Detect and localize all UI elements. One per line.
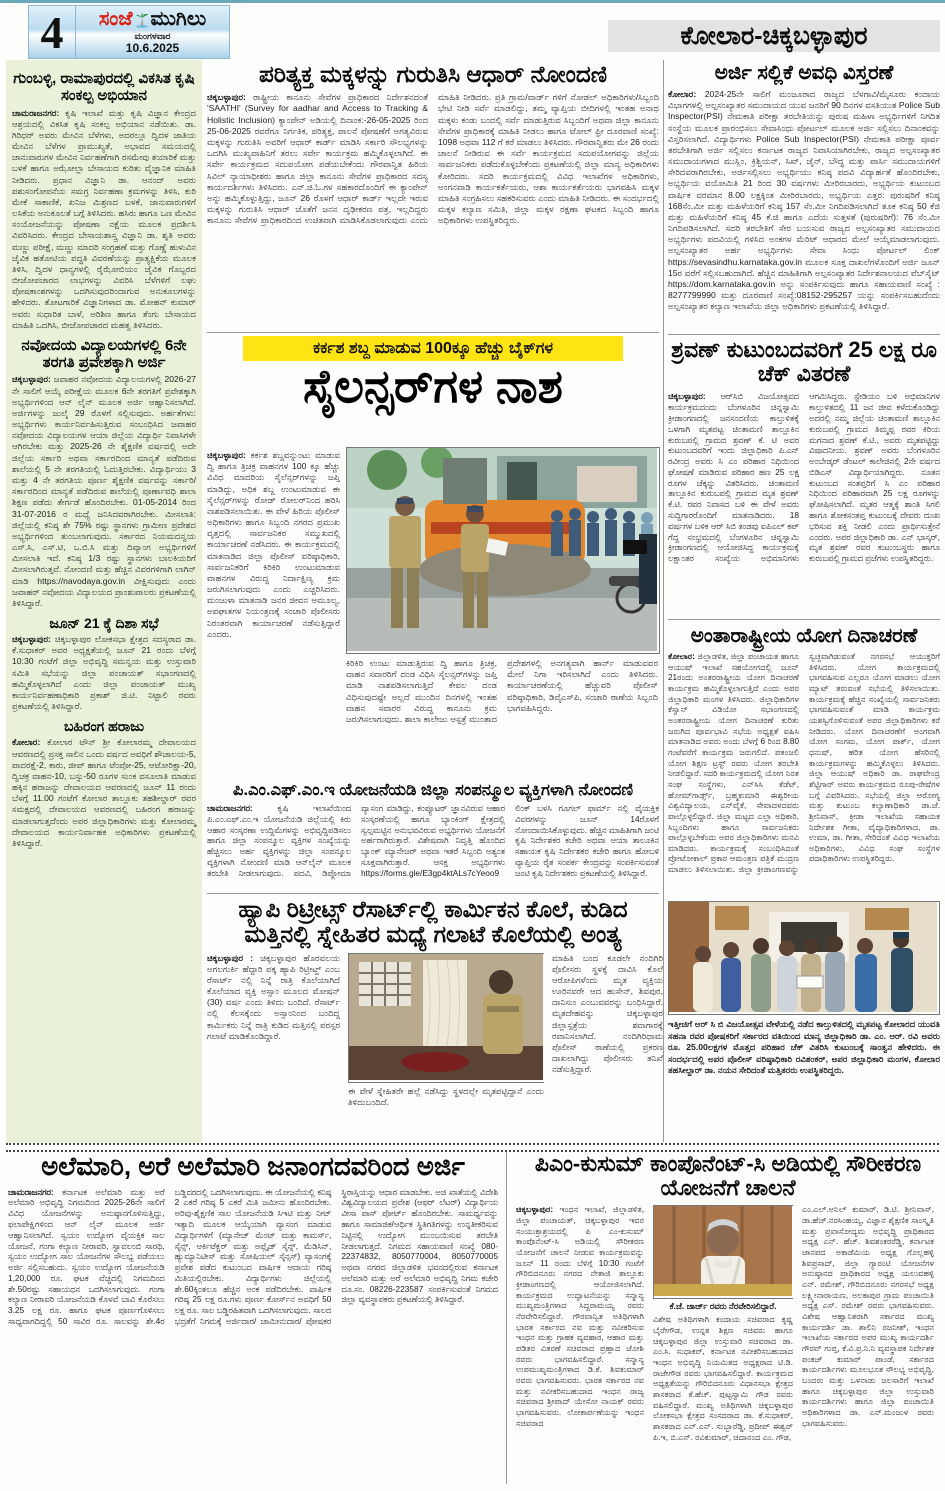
silencer-kicker: ಕರ್ಕಶ ಶಬ್ದ ಮಾಡುವ 100ಕ್ಕೂ ಹೆಚ್ಚು ಬೈಕ್‌ಗಳ: [243, 336, 623, 361]
article-body-col2: ಈ ವೇಳೆ ಸ್ನೇಹಿತರೇ ಹಲ್ಲೆ ನಡೆಸಿದ್ದು ಸ್ಥಳದಲ್ಲೇ ಮೃತಪಟ್ಟಿದ್ದಾನೆ ಎಂದು ತಿಳಿದುಬಂದಿದೆ.: [348, 1085, 544, 1107]
article-body: ಕರ್ನಾಟಕ ಅಲೆಮಾರಿ ಮತ್ತು ಅರೆ ಅಲೆಮಾರಿ ಅಭಿವೃದ್ಧಿ ನಿಗಮದಿಂದ 2025-26ನೇ ಸಾಲಿಗೆ ವಿವಿಧ ಯೋಜನೆಗಳನ್ನು ಅನುಷ್ಠಾನಗೊಳಿಸುತ್ತಿದ್ದು, ಫಲಾಪೇಕ್ಷಿಗಳಿಂದ ಆನ್ ಲೈನ್ ಮೂಲಕ ಅರ್ಜಿ ಆಹ್ವಾನಿಸಲಾಗಿದೆ. ಸ್ವಯಂ ಉದ್ಯೋಗ ವೈಯಕ್ತಿಕ ಸಾಲ ಯೋಜನೆ, ಗಂಗಾ ಕಲ್ಯಾಣ ನೀರಾವರಿ, ಸ್ವಾವಲಂಬಿ ಸಾರಥಿ, ಸ್ವಯಂ ಉದ್ಯೋಗ ಸಾಲ ಯೋಜನೆಗಳ ಸೌಲಭ್ಯ ಪಡೆಯಲು ಅರ್ಜಿ ಸಲ್ಲಿಸಬಹುದು. ಸ್ವಯಂ ಉದ್ಯೋಗ ಯೋಜನೆಯಡಿ 1,20,000 ರೂ. ಘಟಕ ವೆಚ್ಚದಲ್ಲಿ ನಿಗಮದಿಂದ ಶೇ.50ರಷ್ಟು ಸಹಾಯಧನ ಒದಗಿಸಲಾಗುವುದು. ಗಂಗಾ ಕಲ್ಯಾಣ ನೀರಾವರಿ ಯೋಜನೆಯಡಿ ಕೊಳವೆ ಬಾವಿ ಕೊರೆಸಲು 3.25 ಲಕ್ಷ ರೂ. ಹಾಗೂ ಘಟಕ ಪೂರ್ಣಗೊಳಿಸಲು ಸಾಧ್ಯವಾಗದಿದ್ದಲ್ಲಿ 50 ಸಾವಿರ ರೂ. ಸಾಲವನ್ನು ಶೇ.4ರ ಬಡ್ಡಿದರದಲ್ಲಿ ಒದಗಿಸಲಾಗುವುದು. ಈ ಯೋಜನೆಯಲ್ಲಿ ಕನಿಷ್ಠ 2 ಎಕರೆ ಗರಿಷ್ಠ 5 ಎಕರೆ ಮಿತಿ ಜಮೀನು ಹೊಂದಿರಬೇಕು. ಅರಿವು-ಶೈಕ್ಷಣಿಕ ಸಾಲ ಯೋಜನೆಯಡಿ ಸಿಇಟಿ ಮತ್ತು ನೀಟ್ ಇತ್ಯಾದಿ ಮೂಲಕ ಆಯ್ಕೆಯಾಗಿ ವ್ಯಾಸಂಗ ಮಾಡುವ ವಿದ್ಯಾರ್ಥಿಗಳಿಗೆ (ಮ್ಯಾನೇಜ್ ಮೆಂಟ್ ಮತ್ತು ಕಾಮರ್ಸ್, ಸೈನ್ಸ್, ಆರ್ಕಿಟೆಕ್ಚರ್ ಮತ್ತು ಅಪ್ಲೈಡ್ ಸೈನ್ಸ್, ಮೆಡಿಸಿನ್, ಹ್ಯುಮ್ಯಾನಿಟೀಸ್ ಮತ್ತು ಸೋಷಿಯಲ್ ಸೈನ್ಸಸ್) ವ್ಯಾಸಂಗಕ್ಕೆ ಪ್ರವೇಶ ಪಡೆದ ಕುಟುಂಬದ ವಾರ್ಷಿಕ ಆದಾಯ ಗರಿಷ್ಠ ಮಿತಿಯಲ್ಲಿರಬೇಕು. ವಿದ್ಯಾರ್ಥಿಗಳು ಜಿಲ್ಲೆಯಲ್ಲಿ ಶೇ.60ಕ್ಕಿಂತಲೂ ಹೆಚ್ಚಿನ ಅಂಕ ಪಡೆದಿರಬೇಕು. ವಾರ್ಷಿಕ ಗರಿಷ್ಠ 25 ಲಕ್ಷ ರೂ.ಗಳು ಪೂರ್ಣ ಕೋರ್ಸ್‌ನ ಅವಧಿಗೆ 50 ಲಕ್ಷ ರೂ. ಸಾಲ ಬಡ್ಡಿರಹಿತವಾಗಿ ಒದಗಿಸಲಾಗುವುದು. ಸಾಲದ ಭದ್ರತೆಗೆ ನಿಗಮಕ್ಕೆ ಅರ್ಜಿದಾರ/ ಜಾಮೀನುದಾರ/ ಪೋಷಕರ ಸ್ಥಿರಾಸ್ತಿಯನ್ನು ಆಧಾರ ಮಾಡಬೇಕು. ಅಜಿ ಖಾತೆಯಲ್ಲಿ ವಿದೇಶಿ ವಿಶ್ವವಿದ್ಯಾಲಯದ ಪ್ರವೇಶ (ಆಫರ್ ಲೆಟರ್) ವಿದ್ಯಾರ್ಥಿಯ ವೀಸಾ ಪಾಸ್ ಪೋರ್ಟ್ ಹೊಂದಿರಬೇಕು. ಸಾಮರ್ಥ್ಯವನ್ನು ಹಾಗೂ ಸಾಮಾಜಿಕ/ಆರ್ಥಿಕ ಸ್ಥಿತಿಗತಿಗಳನ್ನು ಉನ್ನತೀಕರಿಸುವ ನಿಟ್ಟಿನಲ್ಲಿ ಉದ್ಯೋಗ ಮುಂಬಯಿಸುವ ತರಬೇತಿ ನೀಡಲಾಗುತ್ತದೆ. ನಿಗಮದ ಸಹಾಯವಾಣಿ ಸಂಖ್ಯೆ 080-22374832, 8050770004, 8050770005 ಅಥವಾ ನಗರದ ಜಿಲ್ಲಾಡಳಿತ ಭವನದಲ್ಲಿರುವ ಕರ್ನಾಟಕ ಅಲೆಮಾರಿ ಮತ್ತು ಅರೆ ಅಲೆಮಾರಿ ಅಭಿವೃದ್ಧಿ ನಿಗಮ ಕಚೇರಿ ದೂ.ಸಂ. 08226-223587 ಸಂಪರ್ಕಿಸುವಂತೆ ನಿಗಮದ ಜಿಲ್ಲಾ ವ್ಯವಸ್ಥಾಪಕರು ಪ್ರಕಟಣೆಯಲ್ಲಿ ತಿಳಿಸಿದ್ದಾರೆ.: [8, 1186, 498, 1326]
article-body: ಕೃಷಿ ಇಲಾಖೆಯಿಂದ ಪಿ.ಎಂ.ಎಫ್.ಎಂ.ಇ ಯೋಜನೆಯಡಿ ಜಿಲ್ಲೆಯಲ್ಲಿ ಕಿರು ಆಹಾರ ಸಂಸ್ಕರಣಾ ಉದ್ದಿಮೆಗಳನ್ನು ಅಭಿವೃದ್ಧಿಪಡಿಸಲು ಹಾಗೂ ಜಿಲ್ಲಾ ಸಂಪನ್ಮೂಲ ವ್ಯಕ್ತಿಗಳ ಸಂಖ್ಯೆಯನ್ನು ಹೆಚ್ಚಿಸಲು ಅರ್ಹ ವ್ಯಕ್ತಿಗಳನ್ನು ಜಿಲ್ಲಾ ಸಂಪನ್ಮೂಲ ವ್ಯಕ್ತಿಗಳಾಗಿ ನೋಂದಣಿ ಮಾಡಿ ಆನ್‌ಲೈನ್ ಮೂಲಕ ತರಬೇತಿ ನೀಡಲಾಗುವುದು. ಪದವಿ, ಡಿಪ್ಲೋಮಾ ವ್ಯಾಸಂಗ ಮಾಡಿದ್ದು, ಕಂಪ್ಯೂಟರ್ ಜ್ಞಾನವಿರುವ ಆಹಾರ ಸಂಸ್ಕರಣೆಯಲ್ಲಿ ಹಾಗೂ ಬ್ಯಾಂಕಿಂಗ್ ಕ್ಷೇತ್ರದಲ್ಲಿ ಸ್ವಲ್ಪಮಟ್ಟಿನ ಅನುಭವವಿರುವ ಅಭ್ಯರ್ಥಿಗಳು ಯೋಜನೆಗೆ ಅರ್ಹರಾಗಿರುತ್ತಾರೆ. ವಿಶೇಷವಾಗಿ ನಿವೃತ್ತಿ ಹೊಂದಿದ ಬ್ಯಾಂಕ್ ಮ್ಯಾನೇಜರ್ ಅಥವಾ ಇತರೆ ಸಿಬ್ಬಂದಿ ಅತ್ಯಂತ ಸೂಕ್ತವಾಗಿರುತ್ತಾರೆ. ಆಸಕ್ತ ಅಭ್ಯರ್ಥಿಗಳು https://forms.gle/E3gp4ktALs7cYeoo9 ಲಿಂಕ್ ಬಳಸಿ ಗೂಗಲ್ ಫಾರ್ಮ್ ನಲ್ಲಿ ವೈಯಕ್ತಿಕ ವಿವರಗಳನ್ನು ಜೂನ್ 14ರೊಳಗೆ ನೋಂದಾಯಿಸಿಕೊಳ್ಳುವುದು. ಹೆಚ್ಚಿನ ಮಾಹಿತಿಗಾಗಿ ಜಂಟಿ ಕೃಷಿ ನಿರ್ದೇಶಕರ ಕಚೇರಿ ಅಥವಾ ಆಯಾ ತಾಲೂಕಿನ ಸಹಾಯಕ ಕೃಷಿ ನಿರ್ದೇಶಕರ ಕಚೇರಿ ಹಾಗೂ ಹೋಬಳಿ ವ್ಯಾಪ್ತಿಯ ರೈತ ಸಂಪರ್ಕ ಕೇಂದ್ರವನ್ನು ಸಂಪರ್ಕಿಸುವಂತೆ ಜಂಟಿ ಕೃಷಿ ನಿರ್ದೇಶಕರು ಪ್ರಕಟಣೆಯಲ್ಲಿ ತಿಳಿಸಿದ್ದಾರೆ.: [207, 803, 659, 878]
dateline: ಚಿಕ್ಕಬಳ್ಳಾಪುರ:: [516, 1205, 554, 1215]
masthead: [28, 5, 230, 59]
top-edge-strip: [0, 0, 945, 3]
article-headline: ಪಿಎಂ-ಕುಸುಮ್ ಕಾಂಪೊನೆಂಟ್-ಸಿ ಅಡಿಯಲ್ಲಿ ಸೌರೀಕರಣ ಯೋಜನೆಗೆ ಚಾಲನೆ: [534, 1151, 922, 1201]
article-pmfme: [207, 781, 659, 893]
article-headline: ಜೂನ್ 21 ಕ್ಕೆ ದಿಶಾ ಸಭೆ: [49, 615, 159, 632]
dateline: ಕೋಲಾರ:: [12, 737, 41, 748]
family-cheque-photo-block: [668, 901, 940, 1141]
article-alemari: [8, 1152, 498, 1484]
rule-under-shravan: [668, 619, 940, 620]
article-vikasita-krishi: [12, 70, 196, 331]
section-header: ಕೋಲಾರ-ಚಿಕ್ಕಬಳ್ಳಾಪುರ: [608, 20, 940, 52]
dateline: ಕೋಲಾರ:: [668, 89, 697, 99]
article-pm-kusum: [516, 1152, 940, 1484]
dateline: ಚಿಕ್ಕಬಳ್ಳಾಪುರ :: [207, 952, 254, 963]
rule-under-saathi: [207, 332, 659, 333]
article-headline: ನವೋದಯ ವಿದ್ಯಾಲಯಗಳಲ್ಲಿ 6ನೇ ತರಗತಿ ಪ್ರವೇಶಕ್ಕಾಗಿ ಅರ್ಜಿ: [21, 336, 187, 372]
dateline: ಕೋಲಾರ:: [668, 652, 695, 661]
resort-crime-photo: [348, 953, 544, 1083]
article-headline: ಗುಂಬಳ್ಳಿ, ರಾಮಾಪುರದಲ್ಲಿ ವಿಕಸಿತ ಕೃಷಿ ಸಂಕಲ್ಪ ಅಭಿಯಾನ: [13, 70, 195, 105]
rule-under-psi: [668, 334, 940, 335]
article-body: ಚಿಕ್ಕಬಳ್ಳಾಪುರ ಲೋಕಸಭಾ ಕ್ಷೇತ್ರದ ಸದಸ್ಯರಾದ ಡಾ. ಕೆ.ಸುಧಾಕರ್ ಅವರ ಅಧ್ಯಕ್ಷತೆಯಲ್ಲಿ ಜೂನ್ 21 ರಂದು ಬೆಳಗ್ಗೆ 10:30 ಗಂಟೆಗೆ ಜಿಲ್ಲಾ ಅಭಿವೃದ್ಧಿ ಸಮನ್ವಯ ಮತ್ತು ಉಸ್ತುವಾರಿ ಸಮಿತಿ ಸಭೆಯನ್ನು ಜಿಲ್ಲಾ ಪಂಚಾಯತ್ ಸಭಾಂಗಣದಲ್ಲಿ ಹಮ್ಮಿಕೊಳ್ಳಲಾಗಿದೆ ಎಂದು ಜಿಲ್ಲಾ ಪಂಚಾಯತ್ ಮುಖ್ಯ ಕಾರ್ಯನಿರ್ವಹಣಾಧಿಕಾರಿ ಪ್ರಕಾಶ್ ಜಿ.ಟಿ. ನಿಟ್ಟಾಲಿ ರವರು ಪ್ರಕಟಣೆಯಲ್ಲಿ ತಿಳಿಸಿದ್ದಾರೆ.: [12, 634, 196, 712]
family-photo-caption: ಇತ್ತೀಚಿಗೆ ಆರ್ ಸಿ ಬಿ ವಿಜಯೋತ್ಸವ ವೇಳೆಯಲ್ಲಿ ನಡೆದ ಕಾಲ್ತುಳಿತದಲ್ಲಿ ಮೃತಪಟ್ಟ ಕೋಲಾರದ ಯುವತಿ ಸಹನಾ ರವರ ಪೋಷಕರಿಗೆ ಸರ್ಕಾರದ ವತಿಯಿಂದ ಮಾನ್ಯ ಜಿಲ್ಲಾಧಿಕಾರಿ ಡಾ. ಎಂ. ಆರ್. ರವಿ ಅವರು ರೂ. 25.00ಲಕ್ಷಗಳ ಮೊತ್ತದ ಪರಿಹಾರ ಚೆಕ್ ವಿತರಿಸಿ ಕುಟುಂಬಕ್ಕೆ ಸಾಂತ್ವನ ಹೇಳಿದರು. ಈ ಸಂದರ್ಭದಲ್ಲಿ ಅಪರ ಪೊಲೀಸ್ ವರಿಷ್ಠಾಧಿಕಾರಿ ರವಿಶಂಕರ್, ಅಪರ ಜಿಲ್ಲಾಧಿಕಾರಿ ಮಂಗಳ, ಕೋಲಾರ ತಹಸೀಲ್ದಾರ್ ಡಾ. ನಯನ ಸೇರಿದಂತೆ ಮತ್ತಿತರರು ಉಪಸ್ಥಿತರಿದ್ದರು.: [668, 1019, 940, 1076]
dateline: ಚಿಕ್ಕಬಳ್ಳಾಪುರ:: [12, 634, 51, 645]
article-body: ರಾಷ್ಟ್ರೀಯ ಕಾನೂನು ಸೇವೆಗಳ ಪ್ರಾಧಿಕಾರದ ನಿರ್ದೇಶನದಂತೆ 'SAATHI' (Survey for aadhar and Access to Tracking & Holistic Inclusion) ಕ್ಯಾಂಪೇನ್ ಅಡಿಯಲ್ಲಿ ದಿನಾಂಕ:-26-05-2025 ರಿಂದ 25-06-2025 ರವರೆಗೂ ನಿರ್ಗತಿಕ, ಪರಿತ್ಯಕ್ತ, ಪಾಲನೆ ಪೋಷಣೆಗೆ ಅಗತ್ಯವಿರುವ ಮಕ್ಕಳನ್ನು ಗುರುತಿಸಿ ಅವರಿಗೆ ಆಧಾರ್ ಕಾರ್ಡ್ ಮಾಡಿಸಿ ಸರ್ಕಾರಿ ಸೌಲಭ್ಯಗಳನ್ನು ಒದಗಿಸಿ ಮುಖ್ಯವಾಹಿನಿಗೆ ತರಲು ಸರ್ವೇ ಕಾರ್ಯಕ್ರಮ ಹಮ್ಮಿಕೊಳ್ಳಲಾಗಿದೆ. ಈ ಸರ್ವೇ ಕಾರ್ಯಕ್ರಮದ ಸದುಪಯೋಗ ಪಡೆಯಬೇಕೆಂದು ಗೌರವಾನ್ವಿತ ಹಿರಿಯ ಸಿವಿಲ್ ನ್ಯಾಯಾಧೀಶರು ಹಾಗೂ ಜಿಲ್ಲಾ ಕಾನೂನು ಸೇವೆಗಳ ಪ್ರಾಧಿಕಾರದ ಸದಸ್ಯ ಕಾರ್ಯದರ್ಶಿಗಳು ತಿಳಿಸಿದರು. ಎನ್.ಜಿ.ಓ.ಗಳ ಸಹಕಾರದೊಂದಿಗೆ ಈ ಕ್ಯಾಂಪೇನ್ ಅನ್ನು ಹಮ್ಮಿಕೊಳ್ಳುತ್ತಿದ್ದು, ಜೂನ್ 26 ರೊಳಗೆ ಆಧಾರ್ ಕಾರ್ಡ್ ಇಲ್ಲದೇ ಇರುವ ಮಕ್ಕಳನ್ನು ಗುರುತಿಸಿ ಆಧಾರ್ ಜೊತೆಗೆ ಜನನ ದೃಢೀಕರಣ ಪತ್ರ, ಇಲ್ಲದಿದ್ದರು ಕಾನೂನು ಸೇವೆಗಳ ಪ್ರಾಧಿಕಾರದಿಂದ ಉಚಿತವಾಗಿ ಮಾಡಿಸಿಕೊಡಲಾಗುವುದು ಎಂದು ಮಾಹಿತಿ ನೀಡಿದರು. ಪ್ರತಿ ಗ್ರಾಮ/ವಾರ್ಡ್ ಗಳಿಗೆ ನೋಡಲ್ ಅಧಿಕಾರಿಗಳು/ಸಿಬ್ಬಂದಿ ಭೇಟಿ ನೀಡಿ ಸರ್ವೆ ಮಾಡಲಿದ್ದು, ತಮ್ಮ ವ್ಯಾಪ್ತಿಯ ಬೀದಿಗಳಲ್ಲಿ ಇಂತಹ ಅನಾಥ ಮಕ್ಕಳು ಕಂಡು ಬಂದಲ್ಲಿ ಸರ್ವೆ ಮಾಡುತ್ತಿರುವ ಸಿಬ್ಬಂದಿಗೆ ಅಥವಾ ಜಿಲ್ಲಾ ಕಾನೂನು ಸೇವೆಗಳ ಪ್ರಾಧಿಕಾರಕ್ಕೆ ಮಾಹಿತಿ ನೀಡಲು ಹಾಗೂ ಟೋಲ್ ಫ್ರೀ ದೂರವಾಣಿ ಸಂಖ್ಯೆ: 1098 ಅಥವಾ 112 ಗೆ ಕರೆ ಮಾಡಲು ತಿಳಿಸಿದರು. ಗೌರವಾನ್ವಿತರು ಮೇ 26 ರಂದು ಚಾಲನೆ ನೀಡಿರುವ ಈ ಸರ್ವೆ ಕಾರ್ಯಕ್ರಮದ ಸದುಪಯೋಗವನ್ನು ಜಿಲ್ಲೆಯ ಸಾರ್ವಜನಿಕರು ಪಡೆದುಕೊಳ್ಳಬೇಕೆಂದು ಪ್ರಕಟಣೆಯಲ್ಲಿ ಜಿಲ್ಲಾ ಮಾನ್ಯ ಅಧಿಕಾರಿಗಳು ಕೋರಿದರು. ಸದರಿ ಕಾರ್ಯಕ್ರಮದಲ್ಲಿ ವಿವಿಧ ಇಲಾಖೆಗಳ ಅಧಿಕಾರಿಗಳು, ಅಂಗನವಾಡಿ ಕಾರ್ಯಕರ್ತೆಯರು, ಆಶಾ ಕಾರ್ಯಕರ್ತೆಯರು ಭಾಗವಹಿಸಿ ಮಕ್ಕಳ ಮಾಹಿತಿ ಸಂಗ್ರಹಿಸಲು ಸಹಕರಿಸುವರು ಎಂದು ಮಾಹಿತಿ ನೀಡಿದರು. ಈ ಸಂದರ್ಭದಲ್ಲಿ ಮಕ್ಕಳ ಕಲ್ಯಾಣ ಸಮಿತಿ, ಜಿಲ್ಲಾ ಮಕ್ಕಳ ರಕ್ಷಣಾ ಘಟಕದ ಸಿಬ್ಬಂದಿ ಹಾಗೂ ಅಧಿಕಾರಿಗಳು ಉಪಸ್ಥಿತರಿದ್ದರು.: [207, 92, 659, 226]
article-navodaya: [12, 337, 196, 609]
silencer-crush-photo: [346, 447, 660, 654]
article-body: ಜವಾಹರ ನವೋದಯ ವಿದ್ಯಾಲಯಗಳಲ್ಲಿ 2026-27 ನೇ ಸಾಲಿಗೆ ಆಯ್ಕೆ ಪರೀಕ್ಷೆಯ ಮೂಲಕ 6ನೇ ತರಗತಿಗೆ ಪ್ರವೇಶಕ್ಕಾಗಿ ಅಭ್ಯರ್ಥಿಗಳಿಂದ ಆನ್ ಲೈನ್ ಮೂಲಕ ಅರ್ಜಿ ಆಹ್ವಾನಿಸಲಾಗಿದೆ. ಅರ್ಜಿಗಳನ್ನು ಜುಲೈ 29 ರೊಳಗೆ ಸಲ್ಲಿಸುವುದು. ಅರ್ಹತೆಗಳು: ಅಭ್ಯರ್ಥಿಗಳು ಕಾರ್ಯನಿರ್ವಹಿಸುತ್ತಿರುವ ಸಂಬಂಧಿಸಿದ ಜವಾಹರ ನವೋದಯ ವಿದ್ಯಾಲಯಗಳ ಆಯಾ ಜಿಲ್ಲೆಯ ವಿದ್ಯಾರ್ಥಿ ನಿವಾಸಿಗಳೇ ಆಗಿರಬೇಕು ಮತ್ತು 2025-26 ನೇ ಶೈಕ್ಷಣಿಕ ವರ್ಷದಲ್ಲಿ ಅದೇ ಜಿಲ್ಲೆಯ ಸರ್ಕಾರಿ ಅಥವಾ ಸರ್ಕಾರದಿಂದ ಮಾನ್ಯತೆ ಪಡೆದಿರುವ ಶಾಲೆಯಲ್ಲಿ 5 ನೇ ತರಗತಿಯಲ್ಲಿ ಓದುತ್ತಿರಬೇಕು. ವಿದ್ಯಾರ್ಥಿಯು 3 ಮತ್ತು 4 ನೇ ತರಗತಿಯ ಪೂರ್ಣ ಶೈಕ್ಷಣಿಕ ವರ್ಷವನ್ನು ಸರ್ಕಾರಿ/ಸರ್ಕಾರದಿಂದ ಮಾನ್ಯತೆ ಪಡೆದಿರುವ ಶಾಲೆಯಲ್ಲಿ ಪೂರ್ಣಾವಧಿ ಶಾಲಾ ಶಿಕ್ಷಣ ಪಡೆದು ತೇರ್ಗಡೆ ಹೊಂದಿರಬೇಕು. 01-05-2014 ರಿಂದ 31-07-2016 ರ ಮಧ್ಯೆ ಜನಿಸಿದವರಾಗಿರಬೇಕು. ಮೀಸಲಾತಿ: ಜಿಲ್ಲೆಯಲ್ಲಿ ಕನಿಷ್ಠ ಶೇ 75% ರಷ್ಟು ಸ್ಥಾನಗಳು ಗ್ರಾಮೀಣ ಪ್ರದೇಶದ ಅಭ್ಯರ್ಥಿಗಳಿಂದ ತುಂಬಲಾಗುವುದು. ಸರ್ಕಾರದ ನಿಯಮದನ್ವಯ ಎಸ್.ಸಿ, ಎಸ್.ಟಿ, ಒ.ಬಿ.ಸಿ ಮತ್ತು ದಿವ್ಯಾಂಗ ಅಭ್ಯರ್ಥಿಗಳಿಗೆ ಮೀಸಲಾತಿ ಇದೆ. ಕನಿಷ್ಠ 1/3 ರಷ್ಟು ಸ್ಥಾನಗಳು ಬಾಲಕಿಯರಿಗೆ ಮೀಸಲಾಗಿರುತ್ತವೆ. ನೋಂದಣಿ ಮತ್ತು ಹೆಚ್ಚಿನ ವಿವರಗಳಿಗಾಗಿ ಲಾಗಿನ್ ಮಾಡಿ https://navodaya.gov.in ವೀಕ್ಷಿಸುವುದು ಎಂದು ಜವಾಹರ್ ನವೋದಯ ವಿದ್ಯಾಲಯದ ಪ್ರಾಂಶುಪಾಲರು ಪ್ರಕಟಣೆಯಲ್ಲಿ ತಿಳಿಸಿದ್ದಾರೆ.: [12, 374, 197, 608]
article-headline: ಅಲೆಮಾರಿ, ಅರೆ ಅಲೆಮಾರಿ ಜನಾಂಗದವರಿಂದ ಅರ್ಜಿ: [41, 1151, 465, 1181]
dateline: ಚಾಮರಾಜನಗರ:: [12, 107, 60, 118]
masthead-title-black: ಮುಗಿಲು: [150, 8, 207, 31]
column-rule-bottom: [506, 1152, 507, 1484]
article-body-col3: ಮಾಹಿತಿ ಬಂದ ಕೂಡಲೇ ನಂದಿಗಿರಿ ಪೊಲೀಸರು ಸ್ಥಳಕ್ಕೆ ದಾವಿಸಿ ಕೊಲೆ ಆರೋಪಿಗಳೆಂದು ಮೃತ ವ್ಯಕ್ತಿಯ ಊರಿನವರೇ ಆದ ಹುಸೇನ್, ಶಿವಪುರ, ದಾನಿಸುಂ ಎಂಬುವವರನ್ನು ಬಂಧಿಸಿದ್ದಾರೆ. ಮೃತದೇಹವನ್ನು ಚಿಕ್ಕಬಳ್ಳಾಪುರ ಜಿಲ್ಲಾಸ್ಪತ್ರೆಯ ಶವಾಗಾರಕ್ಕೆ ರವಾನಿಸಲಾಗಿದೆ. ನಂದಿಗಿರಿಧಾಮ ಪೊಲೀಸ್ ಠಾಣೆಯಲ್ಲಿ ಪ್ರಕರಣ ದಾಖಲಾಗಿದ್ದು ಪೊಲೀಸರು ತನಿಖೆ ನಡೆಸುತ್ತಿದ್ದಾರೆ.: [552, 952, 663, 1075]
dateline: ಚಾಮರಾಜನಗರ:: [207, 803, 253, 814]
article-body-col2: ವಿಶೇಷ ಅತಿಥಿಗಳಾಗಿ ಕಂದಾಯ ಸಚಿವರಾದ ಕೃಷ್ಣ ಬೈರೇಗೌಡ, ಉನ್ನತ ಶಿಕ್ಷಣ ಸಚಿವರು ಹಾಗೂ ಚಿಕ್ಕಬಳ್ಳಾಪುರ ಜಿಲ್ಲಾ ಉಸ್ತುವಾರಿ ಸಚಿವರಾದ ಡಾ. ಎಂ.ಸಿ. ಸುಧಾಕರ್, ಕರ್ನಾಟಕ ನವೀಕರಿಸಬಹುದಾದ ಇಂಧನ ಅಭಿವೃದ್ಧಿ ನಿಯಮಿತದ ಅಧ್ಯಕ್ಷರಾದ ಟಿ.ಡಿ. ರಾಜೇಗೌಡ ರವರು ಭಾಗವಹಿಸಲಿದ್ದಾರೆ. ಕಾರ್ಯಕ್ರಮದ ಅಧ್ಯಕ್ಷತೆಯನ್ನು ಗೌರಿಬಿದನೂರು ವಿಧಾನಸಭಾ ಕ್ಷೇತ್ರದ ಶಾಸಕರಾದ ಕೆ.ಹೆಚ್. ಪುಟ್ಟಸ್ವಾಮಿ ಗೌಡ ರವರು ವಹಿಸಲಿದ್ದಾರೆ. ಮುಖ್ಯ ಅತಿಥಿಗಳಾಗಿ ಚಿಕ್ಕಬಳ್ಳಾಪುರ ಲೋಕಸಭಾ ಕ್ಷೇತ್ರದ ಸಂಸದರಾದ ಡಾ. ಕೆ.ಸುಧಾಕರ್, ಶಾಸಕರಾದ ಎನ್.ಎನ್. ಸುಬ್ಬಾರೆಡ್ಡಿ, ಪ್ರದೀಪ್ ಈಶ್ವರ್ ಪಿ.ಇ, ಬಿ.ಎನ್. ರವಿಕುಮಾರ್, ಚಿದಾನಂದ ಎಂ. ಗೌಡ,: [653, 1315, 793, 1442]
article-yoga-day: [668, 623, 940, 897]
rule-under-pmfme: [207, 893, 659, 894]
article-headline: ಅರ್ಜಿ ಸಲ್ಲಿಕೆ ಅವಧಿ ವಿಸ್ತರಣೆ: [714, 62, 894, 84]
article-resort-murder: [207, 896, 663, 1141]
masthead-title-block: [75, 6, 229, 58]
cm-photo: [653, 1205, 793, 1299]
article-body: ಜಿಲ್ಲಾಡಳಿತ, ಜಿಲ್ಲಾ ಪಂಚಾಯತ ಹಾಗೂ ಆಯುಷ್ ಇಲಾಖೆ ಸಹಯೋಗದಲ್ಲಿ ಜೂನ್ 21ರಂದು ಅಂತರರಾಷ್ಟ್ರೀಯ ಯೋಗ ದಿನಾಚರಣೆ ಕಾರ್ಯಕ್ರಮ ಹಮ್ಮಿಕೊಳ್ಳಲಾಗುತ್ತಿದೆ ಎಂದು ಅಪರ ಜಿಲ್ಲಾಧಿಕಾರಿ ಮಂಗಳ ತಿಳಿಸಿದರು. ಜಿಲ್ಲಾಧಿಕಾರಿಗಳ ಕೆಸ್ವಾನ್ ವಿಡಿಯೋ ಸಭಾಂಗಣದಲ್ಲಿ ಅಂತರರಾಷ್ಟ್ರೀಯ ಯೋಗ ದಿನಾಚರಣೆ ಕುರಿತು ಜರುಗಿದ ಪೂರ್ವಭಾವಿ ಸಭೆಯ ಅಧ್ಯಕ್ಷತೆ ವಹಿಸಿ ಮಾತನಾಡಿದ ಅವರು ಅಂದು ಬೆಳಗ್ಗೆ 6 ರಿಂದ 8.80 ಗಂಟೆವರೆಗೆ ಕಾರ್ಯಕ್ರಮ ಜರುಗಲಿದೆ. ಪತಂಜಲಿ ಯೋಗ ಶಿಕ್ಷಣ ಟ್ರಸ್ಟ್ ರವರು ಯೋಗ ತರಬೇತಿ ನೀಡಲಿದ್ದಾರೆ. ಸದರಿ ಕಾರ್ಯಕ್ರಮದಲ್ಲಿ ಯೋಗ ನಿರತ ಸಂಘ ಸಂಸ್ಥೆಗಳು, ಎನ್‌ಸಿಸಿ ಕೆಡೆಟ್, ಹೋಮ್‌ಗಾರ್ಡ್ಸ್, ಬ್ರಹ್ಮಕುಮಾರಿ ಈಶ್ವರೀಯ ವಿಶ್ವವಿದ್ಯಾಲಯ, ಎನ್‌ವೈಕೆ, ಸೇವಾದಳದವರು ಪಾಲ್ಗೊಳ್ಳಲಿದ್ದಾರೆ. ಜಿಲ್ಲಾ ಮಟ್ಟದ ಎಲ್ಲಾ ಅಧಿಕಾರಿ, ಸಿಬ್ಬಂದಿಗಳು ಹಾಗೂ ಸಾರ್ವಜನಿಕರು ಪಾಲ್ಗೊಳ್ಳಬೇಕೆಂದು ಅಪರ ಜಿಲ್ಲಾಧಿಕಾರಿಗಳು ಮನವಿ ಮಾಡಿದರು. ಕಾರ್ಯಕ್ರಮಕ್ಕೆ ಸಂಬಂಧಿಸಿದಂತೆ ಪ್ರೋಟೋಕಾಲ್ ಪ್ರಕಾರ ಆಮಂತ್ರಣ ಪತ್ರಿಕೆ ಮುದ್ರಣ ಮಾಡಲು ತಿಳಿಸಲಾಯಿತು. ಜಿಲ್ಲಾ ಕ್ರೀಡಾಂಗಣವನ್ನು ಸ್ವಚ್ಛವಾಗಿಡುವಂತೆ ನಗರಸಭೆ ಆಯುಕ್ತರಿಗೆ ತಿಳಿಸಿದರು. ಯೋಗ ಕಾರ್ಯಕ್ರಮದಲ್ಲಿ ಭಾಗವಹಿಸುವ ಎಲ್ಲರೂ ಯೋಗ ಮಾಡಲು ಯೋಗ ಮ್ಯಾಟ್ ತರುವಂತೆ ಸಭೆಯಲ್ಲಿ ತಿಳಿಸಲಾಯಿತು. ಕಾರ್ಯಕ್ರಮಕ್ಕೆ ಹೆಚ್ಚಿನ ಸಂಖ್ಯೆಯಲ್ಲಿ ಸಾರ್ವಜನಿಕರು ಭಾಗವಹಿಸುವಂತೆ ಮಾಡಿ ಕಾರ್ಯಕ್ರಮ ಯಶಸ್ವಿಗೊಳಿಸುವಂತೆ ಅಪರ ಜಿಲ್ಲಾಧಿಕಾರಿಗಳು ಕರೆ ನೀಡಿದರು. ಯೋಗ ದಿನಾಚರಣೆಗೆ ಅಂಗವಾಗಿ ಯೋಗ ಸಂಗಮ, ಯೋಗ ಪಾರ್ಕ್, ಯೋಗ ಧನುಷ್, ಹರಿತ ಯೋಗ ಹೆಸರಿನಲ್ಲಿ ಕಾರ್ಯಕ್ರಮಗಳನ್ನು ಹಮ್ಮಿಕೊಳ್ಳಲು ತಿಳಿಸಿದರು. ಜಿಲ್ಲಾ ಆಯುಷ್ ಅಧಿಕಾರಿ ಡಾ. ರಾಘವೇಂದ್ರ ಶೆಟ್ಟಿಗಾರ್ ಅವರು ಕಾರ್ಯಕ್ರಮದ ರೂಪು-ರೇಷೆಗಳ ಬಗ್ಗೆ ವಿವರಿಸಿದರು. ಸಭೆಯಲ್ಲಿ ಜಿಲ್ಲಾ ಆರೋಗ್ಯ ಮತ್ತು ಕುಟುಂಬ ಕಲ್ಯಾಣಾಧಿಕಾರಿ ಡಾ.ಜೆ. ಶ್ರೀನಿವಾಸ್, ಕ್ರೀಡಾ ಇಲಾಖೆಯ ಸಹಾಯಕ ನಿರ್ದೇಶಕ ಗೀತಾ, ವೈದ್ಯಾಧಿಕಾರಿಗಳಾದ, ಡಾ. ಉಮಾ, ಡಾ. ಗೀತಾ, ಸೇರಿದಂತೆ ವಿವಿಧ ಇಲಾಖೆಯ ಅಧಿಕಾರಿಗಳು, ವಿವಿಧ ಸಂಘ ಸಂಸ್ಥೆಗಳ ಪದಾಧಿಕಾರಿಗಳು ಉಪಸ್ಥಿತರಿದ್ದರು.: [668, 652, 940, 875]
silencer-bottom-columns: ಕಿರಿಕಿರಿ ಉಂಟು ಮಾಡುತ್ತಿರುವ ದ್ವಿ ಹಾಗೂ ತ್ರಿಚಕ್ರ, ವಾಹನ ಸವಾರರಿಗೆ ದಂಡ ವಿಧಿಸಿ ಸೈಲನ್ಸರ್‌ಗಳನ್ನು ಜಪ್ತಿ ಮಾಡಿ ನಾಶಪಡಿಸಲಾಗುತ್ತಿದೆ ಕೇವಲ ದಂಡ ವಿಧಿಸುವುದಷ್ಟೇ ಅಲ್ಲದೆ ಮುಂದಿನ ದಿನಗಳಲ್ಲಿ ಇಂತಹ ವಾಹನ ಸವಾರರ ವಿರುದ್ಧ ಕಾನೂನು ಕ್ರಮ ಜರುಗಿಸಲಾಗುವುದು. ಶಾಲಾ ಕಾಲೇಜು ಆಸ್ಪತ್ರೆ ಮುಂತಾದ ಪ್ರದೇಶಗಳಲ್ಲಿ ಅನಗತ್ಯವಾಗಿ ಹಾರ್ನ್ ಮಾಡುವವರ ಮೇಲೆ ನಿಗಾ ಇರಿಸಲಾಗಿದೆ ಎಂದು ತಿಳಿಸಿದರು. ಕಾರ್ಯಾಚರಣೆಯಲ್ಲಿ ಹೆಚ್ಚುವರಿ ಪೊಲೀಸ್ ವರಿಷ್ಠಾಧಿಕಾರಿ, ಡಿವೈಎಸ್‌ಪಿ, ಸಂಚಾರಿ ಠಾಣೆಯ ಸಿಬ್ಬಂದಿ ಭಾಗವಹಿಸಿದ್ದರು.: [346, 658, 658, 724]
article-body: 2024-25ನೇ ಸಾಲಿಗೆ ಮಂಜೂರಾದ ರಾಜ್ಯದ ಬೆಳಗಾವಿ/ಮೈಸೂರು ಕಂದಾಯ ವಿಭಾಗಗಳಲ್ಲಿ ಅಲ್ಪಸಂಖ್ಯಾತರ ಸಮುದಾಯದ ಯುವ ಜನರಿಗೆ 90 ದಿನಗಳ ವಸತಿಯುತ Police Sub Inspector(PSI) ನೇಮಕಾತಿ ಪರೀಕ್ಷಾ ತರಬೇತಿಯನ್ನು ಪುರುಷ ಮಹಿಳಾ ಅಭ್ಯರ್ಥಿಗಳಿಗೆ ನಿಗದಿತ ಸಂಸ್ಥೆಯ ಮೂಲಕ ಪ್ರಾರಂಭಿಸಲು ಸೇವಾಸಿಂಧು ಪೋರ್ಟಲ್ ಮೂಲಕ ಅರ್ಜಿ ಸಲ್ಲಿಸಲು ದಿನಾಂಕವನ್ನು ವಿಸ್ತರಿಸಲಾಗಿದೆ. ವಿದ್ಯಾರ್ಥಿಗಳು Police Sub Inspector(PSI) ನೇಮಕಾತಿ ಪರೀಕ್ಷಾ ಪೂರ್ವ ತರಬೇತಿಗಾಗಿ ಅರ್ಜಿ ಸಲ್ಲಿಸಲು ಕರ್ನಾಟಕ ರಾಜ್ಯದ ನಿವಾಸಿಯಾಗಿರಬೇಕು, ರಾಜ್ಯದ ಅಲ್ಪಸಂಖ್ಯಾತರ ಸಮುದಾಯಗಳಾದ ಮುಸ್ಲಿಂ, ಕ್ರಿಶ್ಚಿಯನ್, ಸಿಖ್, ಜೈನ್, ಬೌದ್ಧ ಮತ್ತು ಪಾರ್ಸಿ ಸಮುದಾಯಗಳಿಗೆ ಸೇರಿದವರಾಗಿರಬೇಕು, ಅರ್ಜಿಸಲ್ಲಿಸಲು ಅಭ್ಯರ್ಥಿಯು ಕನಿಷ್ಠ ಪದವಿ ವಿದ್ಯಾರ್ಹತೆ ಹೊಂದಿರಬೇಕು, ಅಭ್ಯರ್ಥಿಯ ವಯೋಮಿತಿ 21 ರಿಂದ 30 ವರ್ಷಗಳು ಮೀರಿರಬಾರದು, ಅಭ್ಯರ್ಥಿಯ ಕುಟುಂಬದ ವಾರ್ಷಿಕ ವರಮಾನ 8.00 ಲಕ್ಷಕ್ಕಿಂತ ಮೀರಿರಬಾರದು, ಅಭ್ಯರ್ಥಿಯ ಎತ್ತರ: ಪುರುಷರಿಗೆ ಕನಿಷ್ಠ 168ಸೆಂ.ಮೀ ಮತ್ತು ಮಹಿಳೆಯರಿಗೆ ಕನಿಷ್ಠ 157 ಸೆಂ.ಮೀ ನಿಗದಿಪಡಿಸಲಾಗಿದೆ ತೂಕ ಕನಿಷ್ಠ 50 ಕೆಜಿ ಮತ್ತು ಮಹಿಳೆಯರಿಗೆ ಕನಿಷ್ಠ 45 ಕೆ.ಜಿ ಹಾಗೂ ಎದೆಯ ಸುತ್ತಳತೆ (ಪುರುಷರಿಗೆ): 76 ಸೆಂ.ಮೀ ನಿಗದಿಪಡಿಸಲಾಗಿದೆ. ಸದರಿ ತರಬೇತಿಗೆ ಸೇರ ಬಯಸುವ ರಾಜ್ಯದ ಅಲ್ಪಸಂಖ್ಯಾತರ ಸಮುದಾಯದ ಅಭ್ಯರ್ಥಿಗಳು ಪದವಿಯಲ್ಲಿ ಗಳಿಸಿದ ಅಂಕಗಳ ಮೆರಿಟ್ ಆಧಾರದ ಮೇಲೆ ಆಯ್ಕೆಮಾಡಲಾಗುವುದು. ಅಲ್ಪಸಂಖ್ಯಾತರ ಅರ್ಹ ಅಭ್ಯರ್ಥಿಗಳು ಸೇವಾ ಸಿಂಧು ಪೋರ್ಟಲ್ ಲಿಂಕ್ https://sevasindhu.karnataka.gov.in ಮೂಲಕ ಸೂಕ್ತ ದಾಖಲೆಗಳೊಂದಿಗೆ ಅರ್ಜಿ ಜೂನ್ 15ರ ವರೆಗೆ ಸಲ್ಲಿಸಬಹುದಾಗಿದೆ. ಹೆಚ್ಚಿನ ಮಾಹಿತಿಗಾಗಿ ಅಲ್ಪಸಂಖ್ಯಾತರ ನಿರ್ದೇಶನಾಲಯದ ವೆಬ್‌ಸೈಟ್ https://dom.karnataka.gov.in ಅನ್ನು ಸಂಪರ್ಕಿಸುವುದು ಹಾಗೂ ಸಹಾಯವಾಣಿ ಸಂಖ್ಯೆ : 8277799990 ಮತ್ತು ದೂರವಾಣಿ ಸಂಖ್ಯೆ:08152-295257 ಯನ್ನು ಸಂಪರ್ಕಿಸಬಹುದೆಂದು ಅಲ್ಪಸಂಖ್ಯಾತರ ಕಲ್ಯಾಣ ಇಲಾಖೆಯ ಜಿಲ್ಲಾ ಅಧಿಕಾರಿಗಳು ಪ್ರಕಟಣೆಯಲ್ಲಿ ತಿಳಿಸಿದ್ದಾರೆ.: [668, 89, 940, 312]
dateline: ಚಿಕ್ಕಬಳ್ಳಾಪುರ:: [207, 450, 246, 460]
dateline: ಚಿಕ್ಕಬಳ್ಳಾಪುರ:: [12, 374, 51, 385]
palm-tree-icon: [135, 12, 149, 28]
article-disha-sabha: [12, 615, 196, 712]
article-body-col3: ಎಂ.ಎಲ್.ಅನಿಲ್ ಕುಮಾರ್, ಡಿ.ಟಿ. ಶ್ರೀನಿವಾಸ್, ಡಾ.ಹೆಚ್.ನರಸಿಂಹಯ್ಯ, ವಿಜ್ಞಾನ ಶೈಕ್ಷಣಿಕ ಸಾಂಸ್ಕೃತಿ ಮತ್ತು ಪ್ರವಾಸೋದ್ಯಮ ಅಭಿವೃದ್ಧಿ ಪ್ರಾಧಿಕಾರದ ಅಧ್ಯಕ್ಷ ಎನ್. ಹೆಚ್. ಶಿವಶಂಕರರೆಡ್ಡಿ, ಕರ್ನಾಟಕ ಜಾನಪದ ಅಕಾಡೆಮಿಯ ಅಧ್ಯಕ್ಷ ಗೊಲ್ಲಹಳ್ಳಿ ಶಿವಪ್ರಸಾದ್, ಜಿಲ್ಲಾ ಗ್ಯಾರಂಟಿ ಯೋಜನೆಗಳ ಅನುಷ್ಠಾನದ ಪ್ರಾಧಿಕಾರದ ಅಧ್ಯಕ್ಷ ಯಲುವಹಳ್ಳಿ ಎನ್. ರಮೇಶ್, ಗೌರಿಬಿದನೂರು ನಗರಸಭೆ ಅಧ್ಯಕ್ಷ ಲಕ್ಷ್ಮೀನಾರಾಯಣ, ಅಲಕಾಪುರ ಗ್ರಾಮ ಪಂಚಾಯಿತಿ ಅಧ್ಯಕ್ಷ ಎಸ್. ರಮೇಶ್ ರವರು ಭಾಗವಹಿಸುವರು. ವಿಶೇಷ ಆ‌ಹ್ವಾನಿತರಾಗಿ ಸರ್ಕಾರದ ಮುಖ್ಯ ಕಾರ್ಯದರ್ಶಿ ಡಾ. ಶಾಲಿನಿ ರಜನೀಶ್, ಇಂಧನ ಇಲಾಖೆಯ ಸರ್ಕಾರದ ಅಪರ ಮುಖ್ಯ ಕಾರ್ಯದರ್ಶಿ ಗೌರವ್ ಗುಪ್ತ, ಕೆ.ವಿ.ಪ್ರ.ನಿ.ನಿ ವ್ಯವಸ್ಥಾಪಕ ನಿರ್ದೇಶಕ ಪಂಕಜ್ ಕುಮಾರ್ ಪಾಂಡೆ, ಸರ್ಕಾರದ ಕಾರ್ಯದರ್ಶಿಗಳು ಮೂಲಭೂತ ಸೌಲಭ್ಯ ಅಭಿವೃದ್ಧಿ, ಬಂದರು ಮತ್ತು ಒಳನಾಡು ಜಲಸಾರಿಗೆ ಇಲಾಖೆ ಹಾಗೂ ಚಿಕ್ಕಬಳ್ಳಾಪುರ ಜಿಲ್ಲಾ ಉಸ್ತುವಾರಿ ಕಾರ್ಯದರ್ಶಿಗಳು ಹಾಗೂ ಜಿಲ್ಲಾ ಪಂಚಾಯಿತಿ ಅಧಿಕಾರಿಗಳಾದ ಡಾ. ಎನ್.ಮಂಜುಳ ರವರು ಭಾಗವಹಿಸುವರು.: [802, 1205, 934, 1428]
article-saathi-aadhaar: [207, 62, 659, 330]
column-rule-center-right: [663, 60, 664, 1142]
article-headline: ಬಹಿರಂಗ ಹರಾಜು: [63, 718, 145, 735]
masthead-title-red: ಸಂಜೆ: [98, 8, 133, 31]
article-body: ಕರ್ಕಶ ಶಬ್ದವನ್ನುಂಟು ಮಾಡುವ ದ್ವಿ ಹಾಗೂ ತ್ರಿಚಕ್ರ ವಾಹನಗಳ 100 ಕ್ಕೂ ಹೆಚ್ಚು ವಿವಿಧ ಮಾದರಿಯ ಸೈಲೆನ್ಸರ್‌ಗಳನ್ನು ಜಪ್ತಿ ಮಾಡಿದ್ದು, ಅಧಿಕ ಶಬ್ದ ಉಂಟುಮಾಡುವ ಈ ಸೈಲೆನ್ಸರ್‌ಗಳನ್ನು ರೋಡ್ ರೋಲರ್‌ನಿಂದ ಹರಿಸಿ ನಾಶಪಡಿಸಲಾಯಿತು. ಈ ವೇಳೆ ಹಿರಿಯ ಪೊಲೀಸ್ ಅಧಿಕಾರಿಗಳು ಹಾಗೂ ಸಿಬ್ಬಂದಿ ನಗರದ ಪ್ರಮುಖ ವೃತ್ತದಲ್ಲಿ ಸಾರ್ವಜನಿಕರ ಸಮ್ಮುಖದಲ್ಲಿ ಕಾರ್ಯಾಚರಣೆ ನಡೆಸಿದರು. ಈ ಕಾರ್ಯಕ್ರಮದಲ್ಲಿ ಮಾತನಾಡಿದ ಜಿಲ್ಲಾ ಪೊಲೀಸ್ ವರಿಷ್ಠಾಧಿಕಾರಿ, ಸಾರ್ವಜನಿಕರಿಗೆ ಕಿರಿಕಿರಿ ಉಂಟುಮಾಡುವ ವಾಹನಗಳ ವಿರುದ್ಧ ನಿರ್ದಾಕ್ಷಿಣ್ಯ ಕ್ರಮ ಜರುಗಿಸಲಾಗುವುದು ಎಂದು ಎಚ್ಚರಿಸಿದರು. ಮಂಜುಳಾ ಮಾತನಾಡಿ ಜನರ ಜೀವನ ಅಮೂಲ್ಯ, ಅಪಘಾತಗಳ ನಿಯಂತ್ರಣಕ್ಕೆ ಸಂಚಾರಿ ಪೊಲೀಸರು ನಿರಂತರವಾಗಿ ಕಾರ್ಯಾಚರಣೆ ನಡೆಸುತ್ತಿದ್ದಾರೆ ಎಂದರು.: [207, 450, 340, 639]
article-headline: ಅಂತಾರಾಷ್ಟ್ರೀಯ ಯೋಗ ದಿನಾಚರಣೆ: [690, 625, 918, 647]
article-psi-extension: [668, 60, 940, 332]
dateline: ಚಿಕ್ಕಬಳ್ಳಾಪುರ:: [668, 391, 706, 402]
cm-photo-caption: ಕೆ.ಜೆ. ಜಾರ್ಜ್ ರವರು ನೆರವೇರಿಸಲಿದ್ದಾರೆ.: [669, 1301, 777, 1312]
silencer-headline: ಸೈಲನ್ಸರ್‌ಗಳ ನಾಶ: [303, 362, 563, 412]
masthead-date: 10.6.2025: [125, 40, 180, 55]
dateline: ಚಿಕ್ಕಬಳ್ಳಾಪುರ:: [207, 92, 246, 103]
silencer-left-column: [207, 450, 340, 776]
article-body: ಕೃಷಿ ಇಲಾಖೆ ಮತ್ತು ಕೃಷಿ ವಿಜ್ಞಾನ ಕೇಂದ್ರದ ಆಶ್ರಯದಲ್ಲಿ ವಿಕಸಿತ ಕೃಷಿ ಸಂಕಲ್ಪ ಅಭಿಯಾನ ನಡೆಯಿತು. ಡಾ. ಗಿರಿಧರ್ ಅವರು ಮೇವಿನ ಬೆಳೆಗಳು, ಅದರಲ್ಲೂ ದ್ವಿದಳ ಜಾತಿಯ ಮೇವಿನ ಬೆಳೆಗಳ ಪ್ರಾಮುಖ್ಯತೆ, ಅಭಾವದ ಸಮಯದಲ್ಲಿ ಜಾನುವಾರುಗಳ ಮೇವಿನ ನಿರ್ವಹಣೆಗಾಗಿ ರಸಮೇವು ತಯಾರಿಕೆ ಮತ್ತು ಬಳಕೆ ಹಾಗೂ ಅಝೋಲ್ಲಾ ಬೇಸಾಯದ ಕುರಿತು ವೈಜ್ಞಾನಿಕ ಮಾಹಿತಿ ನೀಡಿದರು. ಪ್ರಧಾನ ವಿಜ್ಞಾನಿ ಡಾ. ಆನಂದ್ ಅವರು ಪಶುಸಂಗೋಪನೆಯ ಸಮಗ್ರ ನಿರ್ವಹಣಾ ಕ್ರಮಗಳನ್ನು ತಿಳಿಸಿ, ಕುರಿ ಮೇಕೆ ಸಾಕಾಣಿಕೆ, ಖನಿಜ ಮಿಶ್ರಣದ ಬಳಕೆ, ಜಾನುವಾರುಗಳಿಗೆ ಲಸಿಕೆಯ ಅನುಕೂಲತೆ ಬಗ್ಗೆ ತಿಳಿಸಿದರು. ಹಸಿರು ಹಾಗೂ ಒಣ ಮೇವಿನ ಸಂಯೋಜನೆಯನ್ನು ಪೋಷಣಾ ನಕ್ಷೆಯ ಮೂಲಕ ಪ್ರದರ್ಶಿಸಿ ವಿವರಿಸಿದರು. ಕೇಂದ್ರದ ಬೇಸಾಯಶಾಸ್ತ್ರ ವಿಜ್ಞಾನಿ ಡಾ. ಶೃತಿ ಅವರು ಮಣ್ಣು ಪರೀಕ್ಷೆ, ಮಣ್ಣು ಮಾದರಿ ಸಂಗ್ರಹಣೆ ಮತ್ತು ಗೊಣ್ಣೆ ಹುಳುವಿನ ಜೈವಿಕ ಹತೋಟಿಯ ಪದ್ಧತಿ ವಿವರಣೆಯನ್ನು ಪ್ರಾತ್ಯಕ್ಷಿಕೆಯ ಮೂಲಕ ತಿಳಿಸಿ, ದ್ವಿದಳ ಧಾನ್ಯಗಳಲ್ಲಿ ರೈಝೋಬಿಯಂ ಜೈವಿಕ ಗೊಬ್ಬರದ ಬೀಜೋಪಚಾರದ ಲಾಭಗಳನ್ನು ವಿವರಿಸಿ ಬೆಳೆಗಳಿಗೆ ಲಘು ಪೋಷಕಾಂಶಗಳನ್ನು ಒದಗಿಸುವುದರಿಂದಾಗುವ ಅನುಕೂಲಗಳನ್ನು ಹೇಳಿದರು. ತೋಟಗಾರಿಕೆ ವಿಜ್ಞಾನಿಗಳಾದ ಡಾ. ಮೋಹನ್ ಕುಮಾರ್ ಅವರು ಸುಧಾರಿತ ಬಾಳೆ, ಅರಿಶಿಣ ಹಾಗೂ ತೆಂಗು ಬೇಸಾಯದ ಮಾಹಿತಿ ಒದಗಿಸಿ, ಬೀಜೋಪಚಾರದ ಮಹತ್ವ ತಿಳಿಸಿದರು.: [12, 107, 197, 330]
article-body: ಆರ್‌ಸಿಬಿ ವಿಜಯೋತ್ಸವದ ಕಾರ್ಯಕ್ರಮದಂದು ಬೆಂಗಳೂರಿನ ಚಿನ್ನಸ್ವಾಮಿ ಕ್ರೀಡಾಂಗಣದಲ್ಲಿ ಜನಸಂದಣಿಯ ಕಾಲ್ತುಳಿತಕ್ಕೆ ಒಳಗಾಗಿ ಮೃತಪಟ್ಟ ಚಿಂತಾಮಣಿ ತಾಲ್ಲೂಕಿನ ಕುರುಬಪಲ್ಲಿ ಗ್ರಾಮದ ಶ್ರವಣ್ ಕೆ. ಟಿ ಅವರ ಕುಟುಂಬದವರಿಗೆ ಇಂದು ಜಿಲ್ಲಾಧಿಕಾರಿ ಪಿ.ಎನ್ ರವೀಂದ್ರ ಅವರು ಸಿ ಎಂ ಪರಿಹಾರ ನಿಧಿಯಿಂದ ಘೋಷಣೆ ಮಾಡಿರುವ ಪರಿಹಾರ ಹಣ 25 ಲಕ್ಷ ರೂಗಳ ಚೆಕ್ಕನ್ನು ವಿತರಿಸಿದರು. ಚಿಂತಾಮಣಿ ತಾಲ್ಲೂಕಿನ ಕುರುಬಪಲ್ಲಿ ಗ್ರಾಮದ ಮೃತ ಶ್ರವಣ್ ಕೆ.ಟಿ. ರವರ ನಿವಾಸದ ಬಳಿ ಈ ವೇಳೆ ಅವರು ಸುದ್ದಿಗಾರರೊಂದಿಗೆ ಮಾತನಾಡಿದರು. 18 ವರ್ಷಗಳ ಬಳಿಕ ಆರ್ ಸಿಬಿ ತಂಡವು ಐಪಿಎಲ್ ಕಪ್ ಗೆದ್ದ ಸಂಭ್ರಮದಲ್ಲಿ ಬೆಂಗಳೂರಿನ ಚಿನ್ನಸ್ವಾಮಿ ಕ್ರೀಡಾಂಗಣದಲ್ಲಿ ಆಯೋಜಿಸಿದ್ದ ಕಾರ್ಯಕ್ರಮಕ್ಕೆ ಲಕ್ಷಾಂತರ ಸಂಖ್ಯೆಯ ಅಭಿಮಾನಿಗಳು ಆಗಮಿಸಿದ್ದರು. ಸ್ಟೇಡಿಯಂ ಬಳಿ ಅಭಿಮಾನಿಗಳ ಕಾಲ್ತುಳಿತದಲ್ಲಿ 11 ಜನ ಜೀವ ಕಳೆದುಕೊಂಡಿದ್ದು ಅದರಲ್ಲಿ ನಮ್ಮ ಜಿಲ್ಲೆಯ ಚಿಂತಾಮಣಿ ತಾಲ್ಲೂಕಿನ ಕುರುಬಪಲ್ಲಿ ಗ್ರಾಮದ ತಿಮ್ಮಪ್ಪ ರವರ ಕಿರಿಯ ಮಗನಾದ ಶ್ರವಣ್ ಕೆ.ಟಿ., ಅವರು ಮೃತಪಟ್ಟಿದ್ದು ವಿಷಾದನೀಯ. ಶ್ರವಣ್ ಅವರು ಬೆಂಗಳೂರಿನ ಅಂಬೇಡ್ಕರ್ ಡೆಂಟಲ್ ಕಾಲೇಜಿನಲ್ಲಿ 2ನೇ ವರ್ಷದ ಬಿಡಿಎಸ್ ವಿದ್ಯಾರ್ಥಿಯಾಗಿದ್ದರು. ನೂತನ ಕುಟುಂಬದ ಸಂತಪ್ತರಿಗೆ ಸಿ ಎಂ ಪರಿಹಾರ ನಿಧಿಯಿಂದ ಪರಿಹಾರವಾಗಿ 25 ಲಕ್ಷ ರೂಗಳನ್ನು ಘೋಷಿಸಲಾಗಿದೆ. ಮೃತರ ಆತ್ಮಕ್ಕೆ ಶಾಂತಿ ಸಿಗಲಿ ಹಾಗೂ ಶೋಕಸಂತಪ್ತ ಕುಟುಂಬಕ್ಕೆ ದೇವರು ದುಃಖ ಭರಿಸುವ ಶಕ್ತಿ ನೀಡಲಿ ಎಂದು ಪ್ರಾರ್ಥಿಸುತ್ತೇನೆ ಎಂದರು. ಅಪರ ಜಿಲ್ಲಾಧಿಕಾರಿ ಡಾ. ಎನ್ ಭಾಸ್ಕರ್, ಮೃತ ಶ್ರವಣ್ ರವರ ಕುಟುಂಬಸ್ಥರು ಹಾಗೂ ಕುರುಬಪಲ್ಲಿ ಗ್ರಾಮದ ಪ್ರಜೆಗಳು ಉಪಸ್ಥಿತರಿದ್ದರು.: [668, 391, 940, 564]
article-headline: ಪಿ.ಎಂ.ಎಫ್.ಎಂ.ಇ ಯೋಜನೆಯಡಿ ಜಿಲ್ಲಾ ಸಂಪನ್ಮೂಲ ವ್ಯಕ್ತಿಗಳಾಗಿ ನೋಂದಣಿ: [232, 781, 634, 799]
article-headline: ಶ್ರವಣ್ ಕುಟುಂಬದವರಿಗೆ 25 ಲಕ್ಷ ರೂ ಚೆಕ್ ವಿತರಣೆ: [671, 337, 937, 387]
article-headline: ಪರಿತ್ಯಕ್ತ ಮಕ್ಕಳನ್ನು ಗುರುತಿಸಿ ಆಧಾರ್ ನೋಂದಣಿ: [259, 61, 607, 87]
article-bahiranga-haraju: [12, 718, 196, 849]
left-rail: [6, 60, 202, 1143]
page-number: 4: [40, 6, 64, 58]
article-body-col1: ಇಂಧನ ಇಲಾಖೆ, ಜಿಲ್ಲಾಡಳಿತ, ಜಿಲ್ಲಾ ಪಂಚಾಯತ್, ಚಿಕ್ಕಬಳ್ಳಾಪುರ ಇವರ ಸಂಯುಕ್ತಾಶ್ರಯದಲ್ಲಿ ಪಿ ಎಂ-ಕುಸುಮ್ ಕಾಂಪೊನೆಂಟ್-ಸಿ ಅಡಿಯಲ್ಲಿ ಸೌರೀಕರಣ ಯೋಜನೆಗೆ ಚಾಲನೆ ನೀಡುವ ಕಾರ್ಯಕ್ರಮವನ್ನು ಜೂನ್ 11 ರಂದು ಬೆಳಿಗ್ಗೆ 10:30 ಗಂಟೆಗೆ ಗೌರಿಬಿದನೂರು ನಗರದ ನೇತಾಜಿ ತಾಲ್ಲೂಕು ಕ್ರೀಡಾಂಗಣದಲ್ಲಿ ಆಯೋಜಿಸಲಾಗಿದೆ. ಕಾರ್ಯಕ್ರಮದ ಉದ್ಘಾಟನೆಯನ್ನು ಸನ್ಮಾನ್ಯ ಮುಖ್ಯಮಂತ್ರಿಗಳಾದ ಸಿದ್ದರಾಮಯ್ಯ ರವರು ನೆರವೇರಿಸಲಿದ್ದಾರೆ. ಗೌರವಾನ್ವಿತ ಅತಿಥಿಗಳಾಗಿ ಭಾರತ ಸರ್ಕಾರದ ನವ ಮತ್ತು ನವೀಕರಿಸುವ ಇಂಧನ ಮತ್ತು ಗ್ರಾಹಕ ವ್ಯವಹಾರ, ಆಹಾರ ಮತ್ತು ಪಡಿತರ ವಿತರಣೆ ಸಚಿವರಾದ ಪ್ರಹ್ಲಾದ ಜೋಶಿ ರವರು ಭಾಗವಹಿಸಲಿದ್ದಾರೆ. ಸನ್ಮಾನ್ಯ ಉಪಮುಖ್ಯಮಂತ್ರಿಗಳಾದ ಡಿ.ಕೆ. ಶಿವಕುಮಾರ್ ರವರು ಭಾಗವಹಿಸುವರು. ಭಾರತ ಸರ್ಕಾರದ ನವ ಮತ್ತು ನವೀಕರಿಸಬಹುದಾದ ಇಂಧನ ರಾಜ್ಯ ಸಚಿವರಾದ ಶ್ರೀಪಾದ್ ಯೇಸೋ ನಾಯಕ್ ರವರು ಭಾಗವಹಿಸುವರು. ಲೋಕಾರ್ಪಣೆಯನ್ನು ಇಂಧನ ಸಚಿವರಾದ: [516, 1205, 644, 1428]
family-cheque-photo: [668, 901, 940, 1015]
article-body-col1: ಚಿಕ್ಕಬಳ್ಳಾಪುರ ಹೊರವಲಯ ಅಗಲಗುರ್ಕಿ ಹೆದ್ದಾರಿ ಪಕ್ಕ ಹ್ಯಾಪಿ ರಿಟ್ರೀಟ್ಜ್ ಎಂಬ ರೆಸಾರ್ಟ್ ನಲ್ಲಿ ನಿನ್ನೆ ರಾತ್ರಿ ಕೊಲೆಯಾಗಿದೆ ಕೊಲೆಯಾದ ವ್ಯಕ್ತಿ ಅಸ್ಸಾಂ ಮೂಲದ ಮೋಷನ್ (30) ವರ್ಷ ಎಂದು ತಿಳಿದು ಬಂದಿದೆ. ರೆಸಾರ್ಟ್ ನಲ್ಲಿ ಕೆಲಸಕ್ಕೆಂದು ಅಸ್ಸಾಂನಿಂದ ಬಂದಿದ್ದ ಕಾರ್ಮಿಕರು ನಿನ್ನೆ ರಾತ್ರಿ ಕುಡಿದ ಮತ್ತಿನಲ್ಲಿ ಪರಸ್ಪರ ಗಲಾಟೆ ಮಾಡಿಕೊಂಡಿದ್ದಾರೆ.: [207, 952, 340, 1041]
masthead-day: ಮಂಗಳವಾರ: [134, 31, 171, 42]
dateline: ಚಾಮರಾಜನಗರ:: [8, 1186, 54, 1197]
article-shravan-cheque: [668, 338, 940, 618]
article-body: ಕೋಲಾರ ಟೌನ್ ಶ್ರೀ ಕೋಲಾರಮ್ಮ ದೇವಾಲಯದ ಆವರಣದಲ್ಲಿ ಪ್ರಸಕ್ತ ಸಾಲಿನ ಒಂದು ವರ್ಷದ ಅವಧಿಗೆ ಶೌಚಾಲಯ-5, ಪಾದರಕ್ಷೆ-2, ಕಾರು, ಜೀಪ್ ಹಾಗೂ ಟೆಂಪೋ-25, ಆಟೋರಿಕ್ಷಾ-20, ದ್ವಿಚಕ್ರ ವಾಹನ-10, ಬಸ್ಸು-50 ರೂಗಳ ಸುಂಕ ವಸೂಲಾತಿ ಮಾಡುವ ಹಕ್ಕಿನ ಹರಾಜನ್ನು ದೇವಾಲಯದ ಆವರಣದಲ್ಲಿ ಜೂನ್ 11 ರಂದು ಬೆಳಗ್ಗೆ 11.00 ಗಂಟೆಗೆ ಕೋಲಾರ ತಾಲ್ಲೂಕು ತಹಶೀಲ್ದಾರ್ ರವರ ಸಮಕ್ಷದಲ್ಲಿ ದೇವಾಲಯದ ಆವರಣದಲ್ಲಿ ಬಹಿರಂಗ ಹರಾಜನ್ನು ಮಾಡಲಾಗುತ್ತದೆಂದು ಅಪರ ಜಿಲ್ಲಾಧಿಕಾರಿಗಳು ಮತ್ತು ಕೋಲಾರಮ್ಮ ದೇವಾಲಯದ ಕಾರ್ಯನಿರ್ವಾಹಕ ಅಧಿಕಾರಿಗಳು ಪ್ರಕಟಣೆಯಲ್ಲಿ ತಿಳಿಸಿದ್ದಾರೆ.: [12, 737, 196, 848]
article-headline: ಹ್ಯಾಪಿ ರಿಟ್ರೀಟ್ಸ್ ರೆಸಾರ್ಟ್‌ಲ್ಲಿ ಕಾರ್ಮಿಕನ ಕೊಲೆ, ಕುಡಿದ ಮತ್ತಿನಲ್ಲಿ ಸ್ನೇಹಿತರ ಮಧ್ಯೆ ಗಲಾಟೆ ಕೊಲೆಯಲ್ಲಿ ಅಂತ್ಯ: [238, 896, 628, 948]
